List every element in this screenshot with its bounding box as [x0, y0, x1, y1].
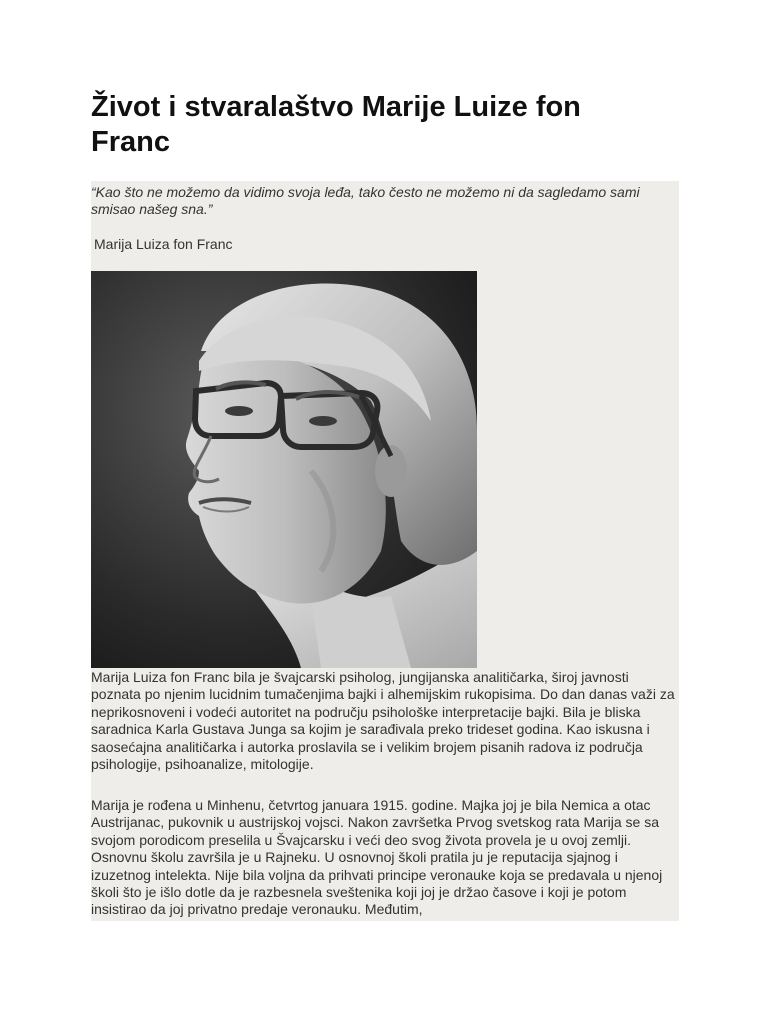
page-title: Život i stvaralaštvo Marije Luize fon Franc — [91, 91, 581, 158]
epigraph-quote: “Kao što ne možemo da vidimo svoja leđa, tako često ne možemo ni da sagledamo sami smisao našeg sna.” — [91, 184, 640, 217]
quote-attribution: Marija Luiza fon Franc — [94, 236, 233, 252]
body-paragraph: Marija Luiza fon Franc bila je švajcarski psiholog, jungijanska analitičarka, široj javnosti poznata po njenim lucidnim tumačenjima bajki i alhemijskim rukopisima. Do dan danas važi za neprikosnoveni i vodeći autoritet na području psihološke interpretacije bajki. Bila je bliska saradnica Karla Gustava Junga sa kojim je sarađivala preko trideset godina. Kao iskusna i saosećajna analitičarka i autorka proslavila se i velikim brojem pisanih radova iz područja psihologije, psihoanalize, mitologije. — [91, 669, 675, 773]
portrait-photo — [91, 271, 477, 668]
body-paragraph: Marija je rođena u Minhenu, četvrtog januara 1915. godine. Majka joj je bila Nemica a otac Austrijanac, pukovnik u austrijskoj vojsci. Nakon završetka Prvog svetskog rata Marija se sa svojom porodicom preselila u Švajcarsku i veći deo svog života provela je u ovoj zemlji. Osnovnu školu završila je u Rajneku. U osnovnoj školi pratila ju je reputacija sjajnog i izuzetnog intelekta. Nije bila voljna da prihvati principe veronauke koja se predavala u njenoj školi što je išlo dotle da je razbesnela sveštenika koji joj je držao časove i koji je potom insistirao da joj privatno predaje veronauku. Međutim, — [91, 797, 663, 918]
